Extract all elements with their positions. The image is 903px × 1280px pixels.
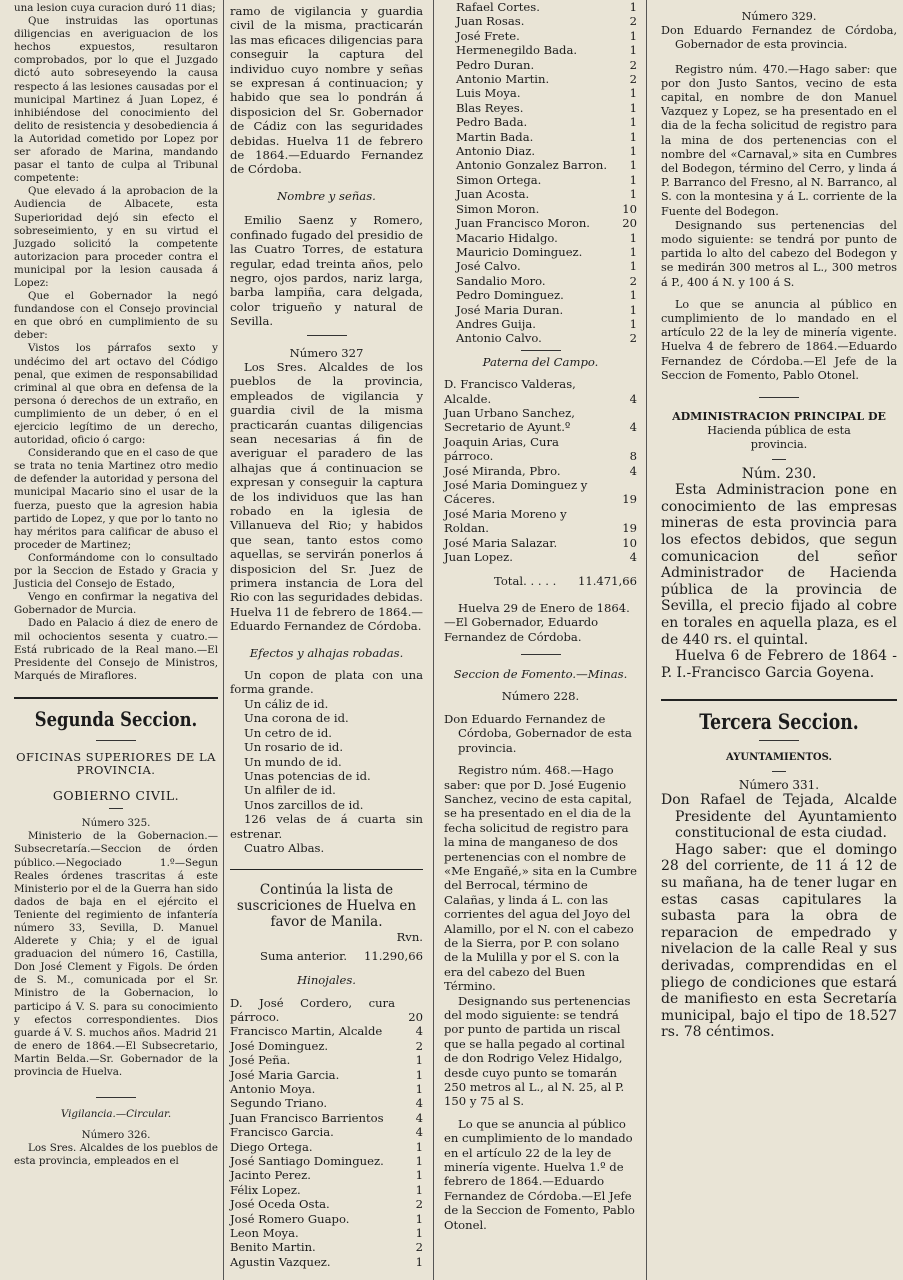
paragraph: Registro núm. 470.—Hago saber: que por don Justo Santos, vecino de esta capital, en nombre de don Manuel Vazquez y Lopez, se ha presentado en el dia de la fecha solicitud de registro para la mina de dos pertenencias con el nombre del «Carnaval,» sita en Cumbres del Bodegon, término del Cerro, y linda á P. Barranco del Fresno, al N. Barranco, al S. con la montesina y á L. corriente de la Fuente del Bodegon. (661, 62, 897, 218)
donor-name: José Maria Dominguez y Cáceres. (444, 478, 588, 507)
donor-amount: 19 (622, 492, 637, 507)
donor-name: Sandalio Moro. (456, 273, 546, 288)
paragraph: ramo de vigilancia y guardia civil de la misma, practicarán las mas eficaces diligencias para conseguir la captura del individuo cuyo nombre y señas se expresan á continuacion; y habido que sea lo pondrán á disposicion del Sr. Gobernador de Cádiz con las seguridades debidas. Huelva 11 de febrero de 1864.—Eduardo Fernandez de Córdoba. (230, 4, 423, 177)
donor-amount: 4 (415, 1024, 423, 1039)
list-item: Un cetro de id. (244, 725, 332, 740)
total-label: Total. . . . . (494, 574, 557, 589)
paragraph: Que instruidas las oportunas diligencias en averiguacion de los hechos expuestos, resultaron comprobados, por lo que el Juzgado dictó auto sobreseyendo la causa respecto á las lesiones causadas por el municipal Martinez á Juan Lopez, é inhibiéndose del conocimiento del delito de resistencia y desobediencia á la Autoridad cometido por Lopez por ser aforado de Marina, mandando pasar el tanto de culpa al Tribunal competente: (14, 15, 218, 185)
donor-name: Segundo Triano. (230, 1096, 328, 1111)
donor-amount: 20 (408, 1009, 423, 1024)
paragraph: Designando sus pertenencias del modo siguiente: se tendrá por punto de partida lo alto del cabezo del Bodegon y se medirán 300 metros al L., 300 metros á P., 400 á N. y 100 á S. (661, 218, 897, 289)
donor-name: Juan Francisco Barrientos (230, 1110, 384, 1125)
donor-row (456, 303, 637, 317)
donor-name: José Santiago Dominguez. (230, 1154, 384, 1169)
donor-row (230, 1053, 423, 1067)
donor-amount: 1 (415, 1053, 423, 1068)
donor-row (456, 43, 637, 57)
donor-name: José Maria Salazar. (444, 535, 558, 550)
donor-name: Jacinto Perez. (230, 1168, 311, 1183)
donor-name: Juan Lopez. (444, 550, 513, 565)
paragraph: Lo que se anuncia al público en cumplimiento de lo mandado en el artículo 22 de la ley de minería vigente. Huelva 4 de febrero de 1864.—Eduardo Fernandez de Córdoba.—El Jefe de la Seccion de Fomento, Pablo Otonel. (661, 297, 897, 382)
donor-amount: 20 (622, 216, 637, 231)
donor-row (444, 536, 637, 550)
donor-name: Leon Moya. (230, 1226, 299, 1241)
paragraph: Hago saber: que el domingo 28 del corriente, de 11 á 12 de su mañana, ha de tener lugar en estas casas capitulares la subasta para la obra de reparacion de empedrado y nivelacion de la calle Real y sus derivadas, comprendidas en el pliego de condiciones que estará de manifiesto en esta Secretaría municipal, bajo el tipo de 18.527 rs. 78 céntimos. (661, 841, 897, 1041)
total-value: 11.471,66 (577, 574, 637, 589)
paragraph: Dado en Palacio á diez de enero de mil ochocientos sesenta y cuatro.—Está rubricado de la Real mano.—El Presidente del Consejo de Ministros, Marqués de Miraflores. (14, 617, 218, 682)
donor-name: Rafael Cortes. (456, 0, 540, 14)
donor-name: Andres Guija. (456, 316, 536, 331)
paragraph: Vengo en confirmar la negativa del Gobernador de Murcia. (14, 591, 218, 617)
paragraph: Vistos los párrafos sexto y undécimo del art octavo del Código penal, que eximen de responsabilidad criminal al que obra en defensa de la persona ó derechos de un extraño, en cumplimiento de un deber, ó en el ejercicio legítimo de un derecho, autoridad, oficio ó cargo: (14, 342, 218, 447)
donor-row (456, 29, 637, 43)
paragraph: Don Eduardo Fernandez de Córdoba, Gobernador de esta provincia. (444, 711, 632, 755)
donor-row (456, 72, 637, 86)
donor-name: José Miranda, Pbro. (444, 463, 561, 478)
donor-amount: 1 (629, 316, 637, 331)
paragraph: una lesion cuya curacion duró 11 dias; (14, 2, 216, 14)
donor-amount: 2 (415, 1197, 423, 1212)
donor-amount: 4 (415, 1096, 423, 1111)
donor-row (456, 173, 637, 187)
sum-label: Suma anterior. (260, 948, 348, 963)
donor-name: José Calvo. (456, 259, 521, 274)
donor-row (456, 202, 637, 216)
donor-amount: 4 (629, 420, 637, 435)
donor-amount: 1 (415, 1182, 423, 1197)
donor-amount: 1 (415, 1211, 423, 1226)
subsection-title: Hinojales. (297, 973, 356, 988)
donor-amount: 1 (629, 115, 637, 130)
paragraph: Conformándome con lo consultado por la Seccion de Estado y Gracia y Justicia del Consejo de Estado, (14, 551, 218, 591)
section-rule (661, 699, 897, 701)
donor-row (230, 1082, 423, 1096)
donor-row (444, 464, 637, 478)
donor-amount: 19 (622, 521, 637, 536)
donor-amount: 1 (629, 129, 637, 144)
notice-number: Número 331. (738, 777, 820, 792)
column-rule (433, 0, 434, 1280)
donor-amount: 1 (629, 288, 637, 303)
donor-name: Francisco Garcia. (230, 1125, 334, 1140)
donor-amount: 10 (622, 201, 637, 216)
donor-row (444, 478, 637, 507)
divider (759, 740, 799, 741)
notice-number: Número 326. (81, 1129, 151, 1142)
donor-row (444, 507, 637, 536)
donor-amount: 1 (629, 230, 637, 245)
donor-row (444, 435, 637, 464)
currency-label: Rvn. (396, 930, 423, 945)
notice-number: Núm. 230. (741, 465, 817, 482)
subsection-title: Efectos y alhajas robadas. (249, 645, 404, 660)
subsection-title: Paterna del Campo. (482, 354, 599, 369)
donor-name: D. José Cordero, cura párroco. (230, 995, 395, 1024)
donor-name: José Peña. (230, 1053, 291, 1068)
subsection-title: Seccion de Fomento.—Minas. (453, 667, 628, 682)
paragraph: Los Sres. Alcaldes de los pueblos de esta provincia, empleados en el (14, 1142, 218, 1168)
donor-name: Diego Ortega. (230, 1139, 313, 1154)
donor-name: Macario Hidalgo. (456, 230, 558, 245)
donor-row (456, 245, 637, 259)
donor-row (456, 216, 637, 230)
subsection-title: Nombre y señas. (277, 188, 376, 203)
donor-name: José Maria Duran. (456, 302, 564, 317)
donor-row (230, 1197, 423, 1211)
donor-name: Antonio Martin. (456, 72, 550, 87)
donor-amount: 1 (629, 0, 637, 14)
donor-name: José Frete. (456, 28, 520, 43)
paragraph: Huelva 6 de Febrero de 1864 -P. I.-Francisco Garcia Goyena. (661, 648, 897, 681)
list-item: Una corona de id. (244, 711, 349, 726)
paragraph: Los Sres. Alcaldes de los pueblos de la provincia, empleados de vigilancia y guardia civil de la misma practicarán cuantas diligencias sean necesarias á fin de averiguar el paradero de las alhajas que á continuacion se expresan y conseguir la captura de los individuos que las han robado en la iglesia de Villanueva del Rio; y habidos que sean, tanto estos como aquellas, se servirán ponerlos á disposicion del Sr. Juez de primera instancia de Lora del Rio con las seguridades debidas. Huelva 11 de febrero de 1864.—Eduardo Fernandez de Córdoba. (230, 359, 423, 634)
donor-name: Simon Moron. (456, 201, 540, 216)
donor-row (230, 1125, 423, 1139)
paragraph: Ministerio de la Gobernacion.—Subsecretaría.—Seccion de órden público.—Negociado 1.º—Segun Reales órdenes trascritas á este Ministerio por el de la Guerra han sido dados de baja en el ejército el Teniente del regimiento de infantería número 33, Sevilla, D. Manuel Alderete y Chia; y el de igual graduacion del número 16, Castilla, Don José Clement y Figols. De órden de S. M., comunicada por el Sr. Ministro de la Gobernacion, lo participo á V. S. para su conocimiento y efectos correspondientes. Dios guarde á V. S. muchos años. Madrid 21 de enero de 1864.—El Subsecretario, Martin Belda.—Sr. Gobernador de la provincia de Huelva. (14, 830, 218, 1079)
donor-row (456, 331, 637, 345)
donor-amount: 1 (415, 1082, 423, 1096)
subsection-title: Vigilancia.—Circular. (60, 1108, 172, 1121)
donor-name: Juan Francisco Moron. (456, 216, 590, 231)
list-item: Un rosario de id. (244, 740, 344, 755)
previous-sum-row (230, 949, 423, 963)
donor-amount: 10 (622, 535, 637, 550)
donor-name: Hermenegildo Bada. (456, 43, 578, 58)
donor-name: Benito Martin. (230, 1240, 316, 1255)
donor-name: Juan Urbano Sanchez, Secretario de Ayunt.º (444, 405, 575, 435)
donor-name: Antonio Gonzalez Barron. (456, 158, 608, 173)
donor-amount: 2 (629, 273, 637, 288)
donor-amount: 1 (629, 100, 637, 115)
divider (521, 350, 561, 351)
donor-name: Francisco Martin, Alcalde (230, 1024, 383, 1039)
donor-list (444, 377, 637, 564)
donor-amount: 1 (629, 244, 637, 259)
donor-row (456, 158, 637, 172)
paragraph: Lo que se anuncia al público en cumplimiento de lo mandado en el artículo 22 de la ley de minería vigente. Huelva 1.º de febrero de 1864.—Eduardo Fernandez de Córdoba.—El Jefe de la Seccion de Fomento, Pablo Otonel. (444, 1116, 635, 1232)
donor-name: Pedro Duran. (456, 57, 535, 72)
column-3 (441, 0, 641, 1280)
donor-amount: 2 (629, 14, 637, 29)
gov-title: GOBIERNO CIVIL. (52, 788, 180, 804)
donor-name: Félix Lopez. (230, 1182, 301, 1197)
column-4 (653, 0, 903, 1280)
notice-number: Número 329. (741, 10, 817, 23)
donor-amount: 1 (415, 1154, 423, 1169)
donor-name: Mauricio Dominguez. (456, 244, 583, 259)
section-title: Tercera Seccion. (699, 709, 859, 735)
donor-amount: 1 (629, 86, 637, 101)
donor-row (456, 259, 637, 273)
section-rule (230, 869, 423, 870)
donor-row (230, 1168, 423, 1182)
donor-row (456, 231, 637, 245)
donor-amount: 1 (415, 1226, 423, 1241)
donor-name: Agustin Vazquez. (230, 1254, 331, 1269)
donor-amount: 2 (629, 72, 637, 87)
list-item: Un mundo de id. (244, 754, 342, 769)
donor-row (444, 406, 637, 435)
donor-name: Pedro Bada. (456, 115, 528, 130)
donor-amount: 1 (629, 187, 637, 202)
donor-row (230, 1068, 423, 1082)
donor-amount: 8 (629, 449, 637, 464)
paragraph: Considerando que en el caso de que se trata no tenia Martinez otro medio de defender la autoridad y persona del municipal Macario sino el usar de la fuerza, puesto que la agresion habia partido de Lopez, y que por lo tanto no hay méritos para calificar de abuso el proceder de Martinez; (14, 447, 218, 551)
donor-name: Joaquin Arias, Cura párroco. (444, 434, 559, 464)
list-item: Unas potencias de id. (244, 768, 371, 783)
donor-row (230, 1255, 423, 1269)
section-rule (14, 697, 218, 699)
donor-row (230, 1240, 423, 1254)
donor-row (230, 1024, 423, 1038)
column-2 (227, 0, 427, 1280)
paragraph: Huelva 29 de Enero de 1864.—El Gobernador, Eduardo Fernandez de Córdoba. (444, 600, 630, 644)
donor-row (230, 996, 423, 1025)
divider (521, 654, 561, 655)
donor-row (230, 1039, 423, 1053)
donor-amount: 1 (629, 144, 637, 159)
donor-name: José Dominguez. (230, 1038, 329, 1053)
donor-amount: 1 (415, 1168, 423, 1183)
donor-amount: 1 (629, 302, 637, 317)
donor-row (456, 317, 637, 331)
office-title: OFICINAS SUPERIORES DE LA PROVINCIA. (16, 749, 216, 778)
donor-row (230, 1226, 423, 1240)
donor-name: Martin Bada. (456, 129, 534, 144)
total-row (444, 574, 637, 588)
stolen-items-list (230, 668, 423, 855)
donor-row (456, 58, 637, 72)
donor-name: Antonio Calvo. (456, 331, 542, 346)
donor-amount: 1 (629, 158, 637, 173)
donor-amount: 1 (629, 43, 637, 58)
donor-name: D. Francisco Valderas, Alcalde. (444, 377, 576, 406)
paragraph: Don Eduardo Fernandez de Córdoba, Gobernador de esta provincia. (661, 24, 897, 52)
divider (307, 335, 347, 336)
list-item: Unos zarcillos de id. (244, 797, 364, 812)
donor-row (456, 130, 637, 144)
list-item: Un copon de plata con una forma grande. (230, 668, 423, 697)
paragraph: Que elevado á la aprobacion de la Audiencia de Albacete, esta Superioridad dejó sin efecto el sobreseimiento, y en su virtud el Juzgado solicitó la competente autorizacion para proceder contra el municipal por la lesion causada á Lopez: (14, 185, 218, 289)
donor-name: Antonio Diaz. (456, 144, 536, 159)
paragraph: Esta Administracion pone en conocimiento de las empresas mineras de esta provincia para los efectos debidos, que segun comunicacion del señor Administrador de Hacienda pública de la provincia de Sevilla, el precio fijado al cobre en torales en aquella plaza, es el de 440 rs. el quintal. (661, 482, 897, 648)
donor-list (444, 0, 637, 346)
section-title: Segunda Seccion. (34, 706, 198, 731)
divider (96, 740, 136, 741)
divider (772, 771, 786, 772)
donor-row (230, 1140, 423, 1154)
admin-subtitle: Hacienda pública de esta provincia. (707, 424, 851, 452)
column-1 (0, 0, 222, 1280)
donor-amount: 2 (629, 331, 637, 346)
donor-row (456, 101, 637, 115)
paragraph: Que el Gobernador la negó fundandose con el Consejo provincial en que obró en cumplimiento de su deber: (14, 290, 218, 342)
donor-amount: 4 (629, 463, 637, 478)
donor-name: José Maria Garcia. (230, 1067, 340, 1082)
donor-amount: 4 (629, 391, 637, 406)
donor-name: José Oceda Osta. (230, 1197, 330, 1212)
donor-row (456, 86, 637, 100)
donor-name: Blas Reyes. (456, 100, 524, 115)
divider (759, 397, 799, 398)
notice-number: Número 325. (81, 817, 151, 830)
donor-row (456, 115, 637, 129)
donor-row (444, 377, 637, 406)
donor-row (230, 1212, 423, 1226)
paragraph: Designando sus pertenencias del modo siguiente: se tendrá por punto de partida un riscal que se halla pegado al cortinal de don Rodrigo Velez Hidalgo, desde cuyo punto se tomarán 250 metros al L., al N. 25, al P. 150 y 75 al S. (444, 993, 631, 1109)
donor-amount: 1 (629, 28, 637, 43)
donor-name: Luis Moya. (456, 86, 521, 101)
donor-row (230, 1154, 423, 1168)
admin-title: ADMINISTRACION PRINCIPAL DE (672, 410, 886, 424)
donor-row (444, 550, 637, 564)
donor-row (456, 144, 637, 158)
ayuntamientos-title: AYUNTAMIENTOS. (726, 751, 832, 763)
list-item: 126 velas de á cuarta sin estrenar. (230, 812, 423, 841)
donor-list (230, 996, 423, 1270)
donor-amount: 2 (629, 57, 637, 72)
donor-name: Antonio Moya. (230, 1082, 316, 1096)
donor-name: Simon Ortega. (456, 172, 542, 187)
donor-amount: 4 (415, 1110, 423, 1125)
donor-row (456, 288, 637, 302)
donor-row (230, 1111, 423, 1125)
list-item: Un alfiler de id. (244, 783, 336, 798)
donor-name: Pedro Dominguez. (456, 288, 564, 303)
donor-amount: 1 (629, 259, 637, 274)
divider (772, 459, 786, 460)
donor-amount: 1 (415, 1067, 423, 1082)
donor-row (456, 274, 637, 288)
paragraph: Emilio Saenz y Romero, confinado fugado del presidio de las Cuatro Torres, de estatura regular, edad treinta años, pelo negro, ojos pardos, nariz larga, barba lampiña, cara delgada, color trigueño y natural de Sevilla. (230, 213, 423, 329)
list-item: Un cáliz de id. (244, 696, 329, 711)
notice-number: Número 327 (289, 345, 364, 360)
subscription-heading: Continúa la lista de suscriciones de Huelva en favor de Manila. (236, 882, 417, 931)
divider (109, 808, 123, 809)
donor-row (456, 187, 637, 201)
donor-amount: 1 (415, 1139, 423, 1154)
donor-name: Juan Acosta. (456, 187, 530, 202)
column-rule (223, 0, 224, 1280)
donor-amount: 1 (629, 172, 637, 187)
donor-name: José Romero Guapo. (230, 1211, 350, 1226)
paragraph: Don Rafael de Tejada, Alcalde Presidente del Ayuntamiento constitucional de esta ciudad. (661, 792, 897, 842)
paragraph: Registro núm. 468.—Hago saber: que por D. José Eugenio Sanchez, vecino de esta capital, se ha presentado en el dia de la fecha solicitud de registro para la mina de manganeso de dos pertenencias con el nombre de «Me Engañé,» sita en la Cumbre del Berrocal, término de Calañas, y linda á L. con las corrientes del agua del Joyo del Alamillo, por el N. con el cabezo de la Sierra, por P. con solano de la Mulilla y por el S. con la era del cabezo del Buen Término. (444, 763, 637, 994)
donor-row (456, 14, 637, 28)
donor-name: José Maria Moreno y Roldan. (444, 506, 567, 536)
donor-amount: 2 (415, 1038, 423, 1053)
donor-row (230, 1096, 423, 1110)
sum-value: 11.290,66 (363, 948, 423, 963)
donor-row (230, 1183, 423, 1197)
notice-number: Número 228. (501, 689, 580, 704)
list-item: Cuatro Albas. (244, 840, 325, 855)
column-rule (646, 0, 647, 1280)
donor-name: Juan Rosas. (456, 14, 525, 29)
donor-amount: 2 (415, 1240, 423, 1255)
donor-row (456, 0, 637, 14)
donor-amount: 4 (629, 550, 637, 565)
divider (96, 1097, 136, 1098)
donor-amount: 4 (415, 1125, 423, 1140)
donor-amount: 1 (415, 1254, 423, 1269)
